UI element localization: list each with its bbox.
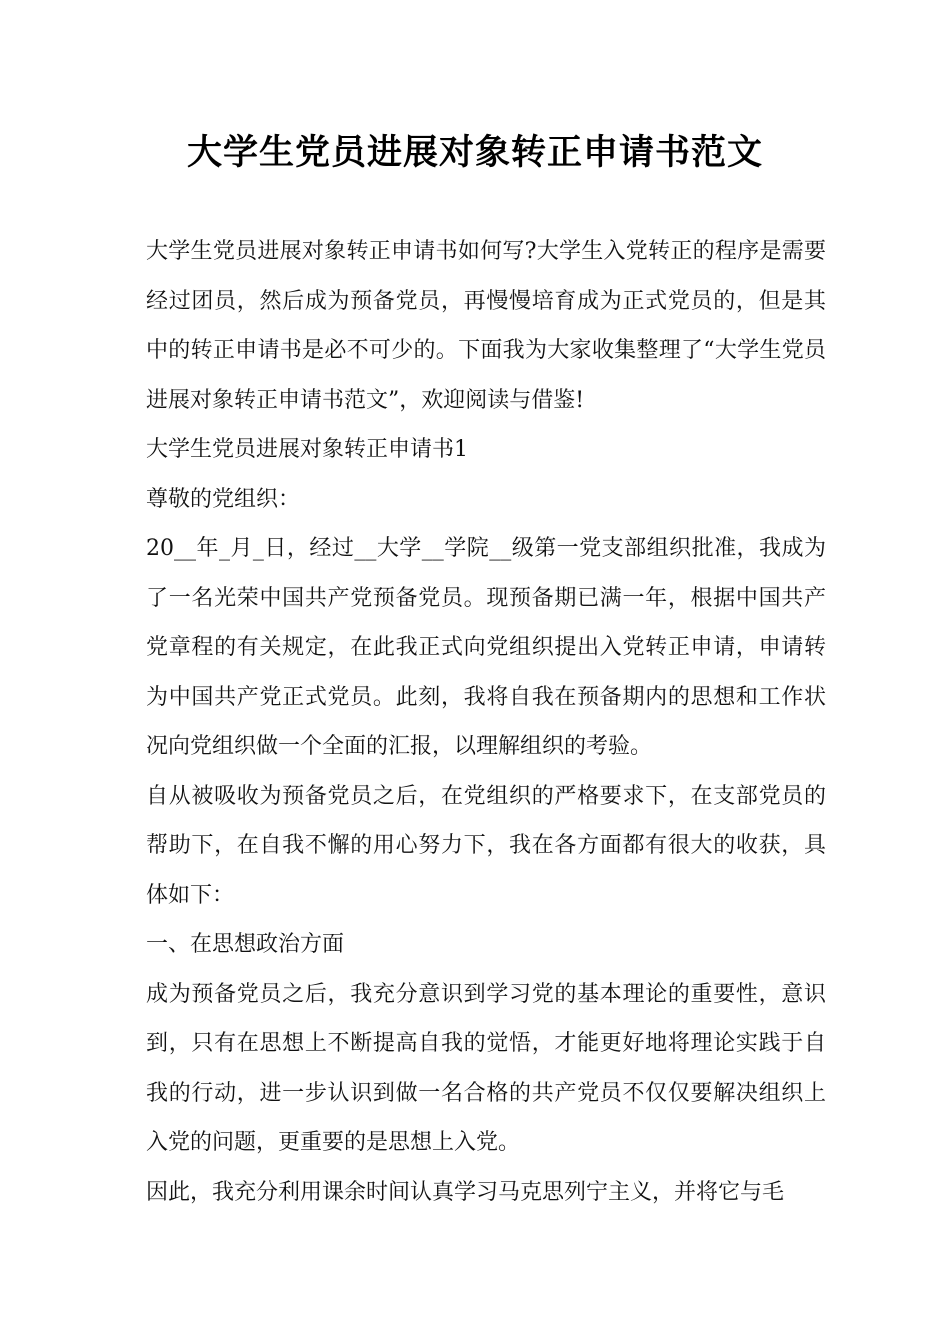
paragraph-application: 20__年_月_日，经过__大学__学院__级第一党支部组织批准，我成为了一名光荣中国共产党预备党员。现预备期已满一年，根据中国共产党章程的有关规定，在此我正式向党组织提出入党转正申请，申请转为中国共产党正式党员。此刻，我将自我在预备期内的思想和工作状况向党组织做一个全面的汇报，以理解组织的考验。 [146,536,826,759]
paragraph-gains: 自从被吸收为预备党员之后，在党组织的严格要求下，在支部党员的帮助下，在自我不懈的用心努力下，我在各方面都有很大的收获，具体如下： [146,783,826,908]
paragraph-intro: 大学生党员进展对象转正申请书如何写?大学生入党转正的程序是需要经过团员，然后成为预备党员，再慢慢培育成为正式党员的，但是其中的转正申请书是必不可少的。下面我为大家收集整理了“大学生党员进展对象转正申请书范文”，欢迎阅读与借鉴! [146,239,826,413]
salutation: 尊敬的党组织： [146,486,301,512]
section-heading-ideology: 一、在思想政治方面 [146,932,345,957]
paragraph-study: 因此，我充分利用课余时间认真学习马克思列宁主义，并将它与毛 [146,1179,785,1205]
paragraph-ideology: 成为预备党员之后，我充分意识到学习党的基本理论的重要性，意识到，只有在思想上不断提高自我的觉悟，才能更好地将理论实践于自我的行动，进一步认识到做一名合格的共产党员不仅仅要解决组织上入党的问题，更重要的是思想上入党。 [146,981,826,1155]
document-title: 大学生党员进展对象转正申请书范文 [186,133,763,173]
section-heading-application-1: 大学生党员进展对象转正申请书1 [146,437,468,462]
document-body [146,227,826,1217]
